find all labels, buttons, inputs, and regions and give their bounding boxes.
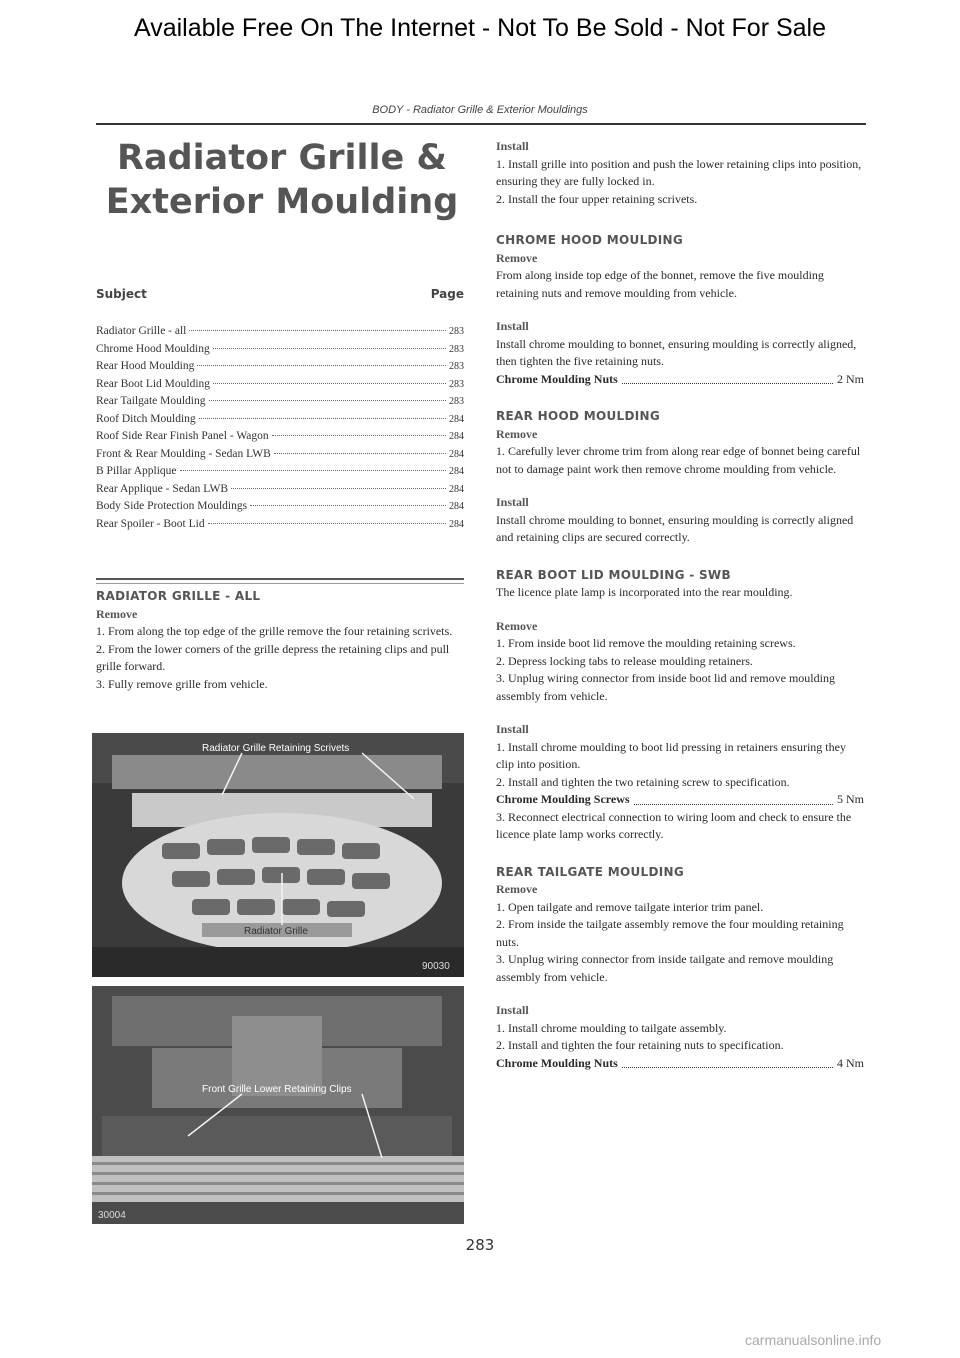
toc-leader xyxy=(189,330,446,331)
boot-install-2: 2. Install and tighten the two retaining screw to specification. xyxy=(496,774,790,789)
boot-remove-3: 3. Unplug wiring connector from inside boot lid and remove moulding assembly from vehicle. xyxy=(496,671,835,703)
photo2-code: 30004 xyxy=(98,1210,126,1221)
toc-leader xyxy=(213,348,446,349)
toc-header xyxy=(96,287,464,301)
tailgate-remove-2: 2. From inside the tailgate assembly remove the four moulding retaining nuts. xyxy=(496,917,844,949)
toc-entry-title: B Pillar Applique xyxy=(96,465,177,477)
toc-subject-label: Subject xyxy=(96,287,147,301)
tailgate-heading: REAR TAILGATE MOULDING xyxy=(496,864,685,879)
boot-remove-label: Remove xyxy=(496,618,538,633)
toc-entry-page: 283 xyxy=(449,396,464,407)
toc-entry xyxy=(96,500,464,518)
toc-entry xyxy=(96,413,464,431)
photo1-label-grille: Radiator Grille xyxy=(244,926,308,937)
chrome-install-text: Install chrome moulding to bonnet, ensuring moulding is correctly aligned, then tighten the five retaining nuts. xyxy=(496,336,857,368)
chrome-torque-spec xyxy=(496,371,864,389)
toc-entry-title: Roof Side Rear Finish Panel - Wagon xyxy=(96,430,269,442)
chrome-heading: CHROME HOOD MOULDING xyxy=(496,233,684,247)
tailgate-install-2: 2. Install and tighten the four retaining nuts to specification. xyxy=(496,1038,784,1052)
toc-entry xyxy=(96,395,464,413)
clips-photo-art xyxy=(92,986,464,1224)
tailgate-spec-label: Chrome Moulding Nuts xyxy=(496,1055,618,1070)
toc-leader xyxy=(199,418,446,419)
boot-install-3: 3. Reconnect electrical connection to wiring loom and check to ensure the licence plate lamp works correctly. xyxy=(496,809,852,841)
toc-leader xyxy=(197,365,446,366)
toc-entry-title: Radiator Grille - all xyxy=(96,325,187,337)
section-divider xyxy=(96,578,464,584)
boot-install-label: Install xyxy=(496,722,529,736)
grille-remove-label: Remove xyxy=(96,606,138,621)
toc-entry-title: Roof Ditch Moulding xyxy=(96,412,196,425)
toc-entry-title: Rear Applique - Sedan LWB xyxy=(96,482,229,495)
toc-entry xyxy=(96,325,464,343)
boot-remove-2: 2. Depress locking tabs to release moulding retainers. xyxy=(496,653,753,668)
toc-entry xyxy=(96,465,464,483)
toc-entry-title: Body Side Protection Mouldings xyxy=(96,500,248,512)
boot-spec-label: Chrome Moulding Screws xyxy=(496,792,630,806)
toc-leader xyxy=(231,488,446,489)
tailgate-torque-spec xyxy=(496,1055,864,1073)
toc-entry-page: 284 xyxy=(449,518,464,530)
toc-entry xyxy=(96,483,464,501)
running-head: BODY - Radiator Grille & Exterior Mouldings xyxy=(372,104,588,116)
toc-entry-page: 283 xyxy=(449,361,464,372)
toc-entry-page: 284 xyxy=(449,466,464,477)
grille-install-label: Install xyxy=(496,139,529,153)
grille-heading: RADIATOR GRILLE - ALL xyxy=(96,589,261,603)
grille-step-3: 3. Fully remove grille from vehicle. xyxy=(96,676,268,691)
photo1-code: 90030 xyxy=(422,961,450,972)
chrome-remove-label: Remove xyxy=(496,250,538,265)
chrome-spec-value: 2 Nm xyxy=(837,371,864,386)
spec-leader xyxy=(622,1051,833,1069)
photo1-label-scrivets: Radiator Grille Retaining Scrivets xyxy=(202,743,350,754)
toc-entry xyxy=(96,360,464,378)
toc-entry-title: Front & Rear Moulding - Sedan LWB xyxy=(96,447,271,460)
grille-step-2: 2. From the lower corners of the grille depress the retaining clips and pull grille forward. xyxy=(96,641,450,673)
boot-torque-spec xyxy=(496,791,864,809)
toc-entry xyxy=(96,430,464,448)
grille-section xyxy=(96,588,464,693)
grille-install-1: 1. Install grille into position and push the lower retaining clips into position, ensuring they are fully locked in. xyxy=(496,156,862,188)
boot-install-1: 1. Install chrome moulding to boot lid pressing in retainers ensuring they clip into position. xyxy=(496,739,846,771)
toc-entry xyxy=(96,378,464,396)
photo-lower-clips xyxy=(92,986,464,1224)
toc-entry xyxy=(96,518,464,536)
toc-leader xyxy=(180,470,447,471)
toc-page-label: Page xyxy=(430,287,464,301)
chrome-remove-text: From along inside top edge of the bonnet, remove the five moulding retaining nuts and remove moulding from vehicle. xyxy=(496,268,824,300)
toc-entry-title: Rear Spoiler - Boot Lid xyxy=(96,517,205,530)
toc-leader xyxy=(274,453,446,454)
spec-leader xyxy=(622,367,833,385)
toc-entry-page: 284 xyxy=(449,501,464,512)
grille-step-1: 1. From along the top edge of the grille remove the four retaining scrivets. xyxy=(96,624,453,638)
table-of-contents xyxy=(96,325,464,535)
tailgate-install-label: Install xyxy=(496,1003,529,1017)
page-number: 283 xyxy=(465,1236,495,1254)
grille-photo-art xyxy=(92,733,464,977)
toc-leader xyxy=(272,435,446,436)
tailgate-install-1: 1. Install chrome moulding to tailgate assembly. xyxy=(496,1020,727,1035)
toc-entry-page: 283 xyxy=(449,326,464,337)
page-title xyxy=(92,136,472,224)
toc-leader xyxy=(208,523,446,524)
toc-entry-page: 284 xyxy=(449,483,464,495)
rearhood-remove-label: Remove xyxy=(496,426,538,441)
toc-entry-title: Rear Hood Moulding xyxy=(96,360,195,372)
photo-radiator-grille xyxy=(92,733,464,977)
boot-note: The licence plate lamp is incorporated into the rear moulding. xyxy=(496,585,793,599)
toc-entry-title: Rear Boot Lid Moulding xyxy=(96,377,211,390)
chrome-install-label: Install xyxy=(496,319,529,333)
toc-entry-page: 284 xyxy=(449,448,464,460)
right-column xyxy=(496,138,864,1072)
toc-entry-title: Chrome Hood Moulding xyxy=(96,342,210,355)
rearhood-heading: REAR HOOD MOULDING xyxy=(496,409,660,423)
chrome-spec-label: Chrome Moulding Nuts xyxy=(496,371,618,386)
toc-entry-page: 283 xyxy=(449,343,464,355)
tailgate-spec-value: 4 Nm xyxy=(837,1055,864,1070)
toc-entry-page: 284 xyxy=(449,431,464,442)
rearhood-install-text: Install chrome moulding to bonnet, ensuring moulding is correctly aligned and retaining clips are secured correctly. xyxy=(496,512,854,544)
boot-heading: REAR BOOT LID MOULDING - SWB xyxy=(496,567,731,582)
grille-install-2: 2. Install the four upper retaining scrivets. xyxy=(496,191,698,206)
toc-entry-page: 284 xyxy=(449,413,464,425)
photo2-label-clips: Front Grille Lower Retaining Clips xyxy=(202,1084,352,1095)
tailgate-remove-3: 3. Unplug wiring connector from inside tailgate and remove moulding assembly from vehicle. xyxy=(496,952,834,984)
watermark-banner: Available Free On The Internet - Not To Be Sold - Not For Sale xyxy=(133,14,827,42)
rearhood-remove-text: 1. Carefully lever chrome trim from along rear edge of bonnet being careful not to damage paint work then remove chrome moulding from vehicle. xyxy=(496,444,861,476)
footer-watermark: carmanualsonline.info xyxy=(745,1332,882,1348)
title-line-2: Exterior Moulding xyxy=(105,182,459,222)
toc-entry xyxy=(96,448,464,466)
toc-leader xyxy=(213,383,446,384)
header-rule xyxy=(96,123,866,125)
title-line-1: Radiator Grille & xyxy=(117,138,447,178)
toc-entry xyxy=(96,343,464,361)
toc-entry-page: 283 xyxy=(449,378,464,390)
boot-remove-1: 1. From inside boot lid remove the moulding retaining screws. xyxy=(496,636,796,650)
rearhood-install-label: Install xyxy=(496,495,529,509)
boot-spec-value: 5 Nm xyxy=(837,792,864,806)
toc-entry-title: Rear Tailgate Moulding xyxy=(96,395,206,407)
spec-leader xyxy=(634,787,833,805)
tailgate-remove-label: Remove xyxy=(496,882,538,896)
toc-leader xyxy=(250,505,446,506)
tailgate-remove-1: 1. Open tailgate and remove tailgate interior trim panel. xyxy=(496,899,764,914)
toc-leader xyxy=(209,400,447,401)
